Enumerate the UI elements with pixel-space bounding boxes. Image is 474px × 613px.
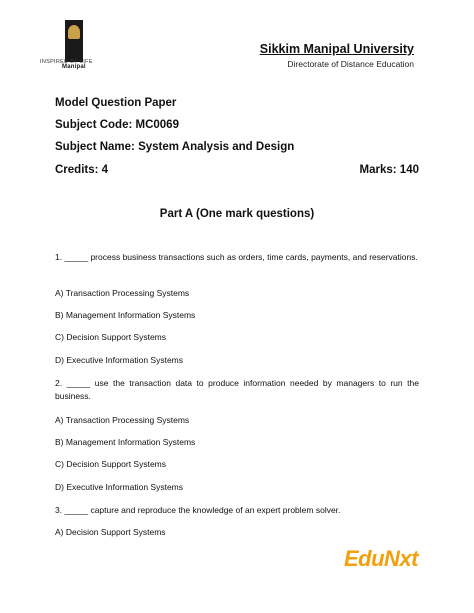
logo-tagline: INSPIRED BY LIFE xyxy=(40,59,93,65)
question-1: 1. _____ process business transactions such as orders, time cards, payments, and reservations. xyxy=(55,252,418,262)
q1-option-c: C) Decision Support Systems xyxy=(55,332,167,342)
q1-option-d: D) Executive Information Systems xyxy=(55,355,184,365)
part-a-title: Part A (One mark questions) xyxy=(159,208,315,220)
q2-option-b: B) Management Information Systems xyxy=(55,437,196,447)
paper-type: Model Question Paper xyxy=(55,97,177,109)
question-3: 3. _____ capture and reproduce the knowledge of an expert problem solver. xyxy=(55,505,341,515)
q2-option-d: D) Executive Information Systems xyxy=(55,482,184,492)
logo-word: Manipal xyxy=(62,64,86,70)
q1-option-a: A) Transaction Processing Systems xyxy=(55,288,190,298)
subject-name: Subject Name: System Analysis and Design xyxy=(55,141,295,153)
marks: Marks: 140 xyxy=(359,164,419,176)
q3-option-a: A) Decision Support Systems xyxy=(55,527,166,537)
university-header xyxy=(260,42,414,69)
q1-option-b: B) Management Information Systems xyxy=(55,310,196,320)
university-name: Sikkim Manipal University xyxy=(259,42,414,56)
edunxt-logo: EduNxt xyxy=(344,546,418,571)
q2-option-a: A) Transaction Processing Systems xyxy=(55,415,190,425)
logo-mark-icon xyxy=(68,25,80,39)
subject-code: Subject Code: MC0069 xyxy=(55,119,179,131)
logo-emblem xyxy=(65,20,83,62)
directorate-name: Directorate of Distance Education xyxy=(287,59,414,69)
credits: Credits: 4 xyxy=(55,164,109,176)
q2-option-c: C) Decision Support Systems xyxy=(55,459,167,469)
question-2: 2. _____ use the transaction data to produce information needed by managers to run the business. xyxy=(55,378,419,401)
